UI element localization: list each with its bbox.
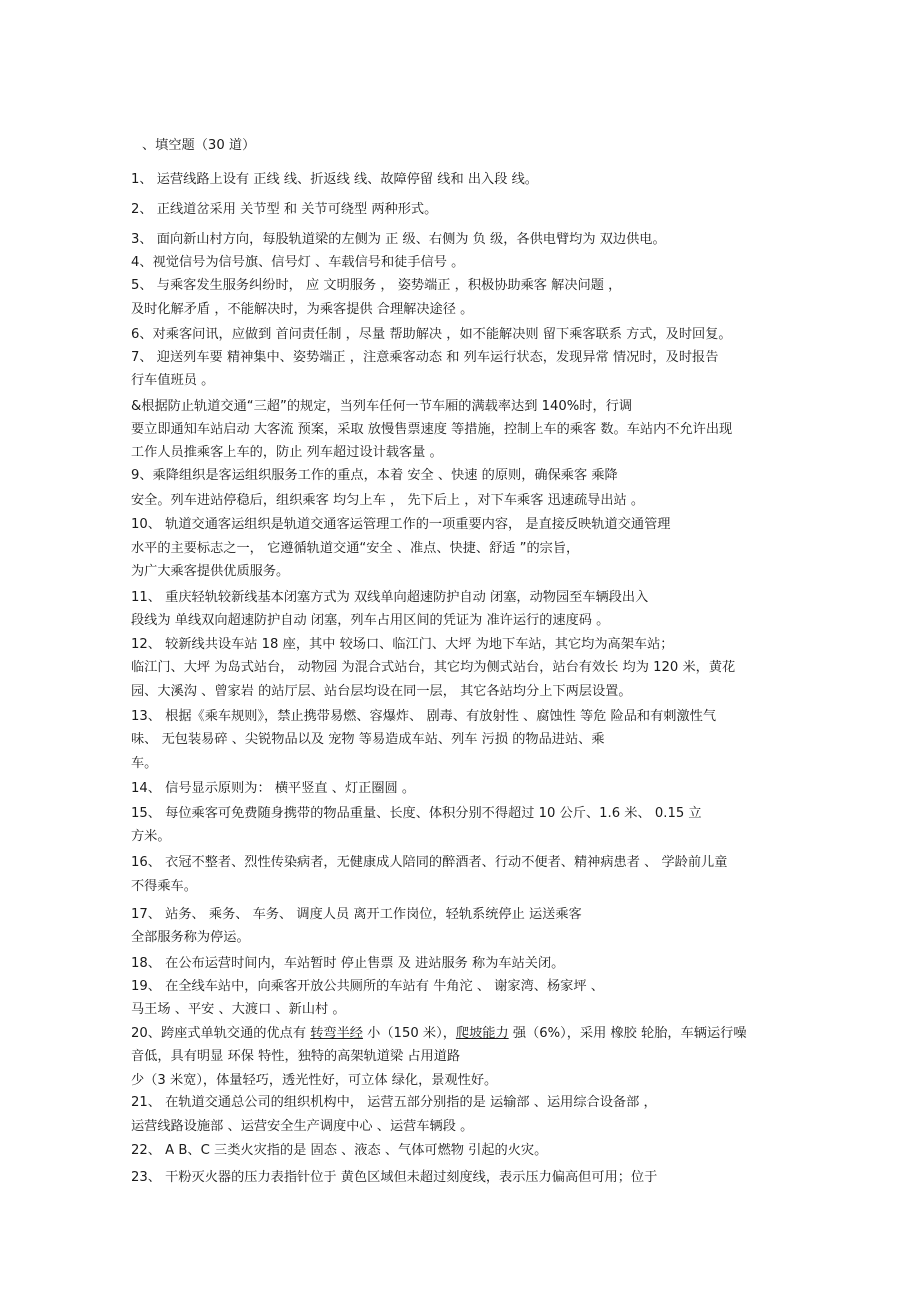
text-line: 不得乘车。 <box>131 879 197 894</box>
text-line: 19、 在全线车站中，向乘客开放公共厕所的车站有 牛角沱 、 谢家湾、杨家坪 、 <box>131 979 604 994</box>
text-line: 7、 迎送列车要 精神集中、姿势端正 ，注意乘客动态 和 列车运行状态，发现异常 情况时，及时报告 <box>131 350 719 365</box>
text-line: 少（3 米宽），体量轻巧，透光性好，可立体 绿化，景观性好。 <box>131 1073 498 1088</box>
text-line: 9、乘降组织是客运组织服务工作的重点，本着 安全 、快速 的原则，确保乘客 乘降 <box>131 468 618 483</box>
text-line: 音低，具有明显 环保 特性，独特的高架轨道梁 占用道路 <box>131 1049 461 1064</box>
text-line: 22、 A B、C 三类火灾指的是 固态 、液态 、气体可燃物 引起的火灾。 <box>131 1143 548 1158</box>
text-line: 行车值班员 。 <box>131 373 215 388</box>
text-line: 4、视觉信号为信号旗、信号灯 、车载信号和徒手信号 。 <box>131 255 465 270</box>
text-line: 园、大溪沟 、曾家岩 的站厅层、站台层均设在同一层， 其它各站均分上下两层设置。 <box>131 684 632 699</box>
text-line: 工作人员推乘客上车的，防止 列车超过设计载客量 。 <box>131 445 443 460</box>
text-line: 10、 轨道交通客运组织是轨道交通客运管理工作的一项重要内容， 是直接反映轨道交通管理 <box>131 517 671 532</box>
text-line: 味、 无包装易碎 、尖锐物品以及 宠物 等易造成车站、列车 污损 的物品进站、乘 <box>131 732 605 747</box>
text-line: 17、 站务、 乘务、 车务、 调度人员 离开工作岗位，轻轨系统停止 运送乘客 <box>131 907 582 922</box>
text-line: 1、 运营线路上设有 正线 线、折返线 线、故障停留 线和 出入段 线。 <box>131 172 538 187</box>
underlined-text: 爬坡能力 <box>455 1026 509 1041</box>
text-line: 18、 在公布运营时间内，车站暂时 停止售票 及 进站服务 称为车站关闭。 <box>131 956 565 971</box>
text-line: 14、 信号显示原则为： 横平竖直 、灯正圈圆 。 <box>131 781 416 796</box>
text-line: 2、 正线道岔采用 关节型 和 关节可绕型 两种形式。 <box>131 202 438 217</box>
text-line: 11、 重庆轻轨较新线基本闭塞方式为 双线单向超速防护自动 闭塞，动物园至车辆段出入 <box>131 590 649 605</box>
text-line: 20、跨座式单轨交通的优点有 转弯半经 小（150 米），爬坡能力 强（6%），采用 橡胶 轮胎，车辆运行噪 <box>131 1026 747 1041</box>
text-line: 12、 较新线共设车站 18 座，其中 较场口、临江门、大坪 为地下车站，其它均为高架车站； <box>131 637 674 652</box>
text-line: 21、 在轨道交通总公司的组织机构中， 运营五部分别指的是 运输部 、运用综合设备部 ， <box>131 1095 657 1110</box>
text-line: 13、 根据《乘车规则》，禁止携带易燃、容爆炸、 剧毒、有放射性 、腐蚀性 等危 险品和有刺激性气 <box>131 709 717 724</box>
text-line: 16、 衣冠不整者、烈性传染病者，无健康成人陪同的醉酒者、行动不便者、精神病患者 、 学龄前儿童 <box>131 855 728 870</box>
text-line: 运营线路设施部 、运营安全生产调度中心 、运营车辆段 。 <box>131 1119 474 1134</box>
text-line: 方米。 <box>131 829 171 844</box>
text-line: 为广大乘客提供优质服务。 <box>131 564 290 579</box>
text-line: 及时化解矛盾 ，不能解决时，为乘客提供 合理解决途径 。 <box>131 302 474 317</box>
text-line: 15、 每位乘客可免费随身携带的物品重量、长度、体积分别不得超过 10 公斤、1.6 米、 0.15 立 <box>131 806 702 821</box>
text-line: 马王场 、平安 、大渡口 、新山村 。 <box>131 1002 346 1017</box>
text-line: 5、 与乘客发生服务纠纷时， 应 文明服务 ， 姿势端正 ，积极协助乘客 解决问题 ， <box>131 278 622 293</box>
section-title: 、填空题（30 道） <box>142 138 256 153</box>
underlined-text: 转弯半经 <box>310 1026 363 1041</box>
text-line: 段线为 单线双向超速防护自动 闭塞，列车占用区间的凭证为 准许运行的速度码 。 <box>131 613 610 628</box>
text-line: 3、 面向新山村方向，每股轨道梁的左侧为 正 级、右侧为 负 级，各供电臂均为 双边供电。 <box>131 232 666 247</box>
text-line: 全部服务称为停运。 <box>131 930 250 945</box>
text-line: 23、 干粉灭火器的压力表指针位于 黄色区域但未超过刻度线，表示压力偏高但可用；位于 <box>131 1170 658 1185</box>
text-line: &根据防止轨道交通“三超”的规定，当列车任何一节车厢的满载率达到 140%时，行调 <box>131 399 633 414</box>
text-line: 安全。列车进站停稳后，组织乘客 均匀上车 ， 先下后上 ，对下车乘客 迅速疏导出站 。 <box>131 493 645 508</box>
text-line: 6、对乘客问讯，应做到 首问责任制 ，尽量 帮助解决 ，如不能解决则 留下乘客联系 方式，及时回复。 <box>131 327 732 342</box>
text-line: 车。 <box>131 756 158 771</box>
text-line: 水平的主要标志之一， 它遵循轨道交通“安全 、准点、快捷、舒适 ”的宗旨， <box>131 541 580 556</box>
text-line: 临江门、大坪 为岛式站台， 动物园 为混合式站台，其它均为侧式站台，站台有效长 均为 120 米，黄花 <box>131 660 736 675</box>
text-line: 要立即通知车站启动 大客流 预案，采取 放慢售票速度 等措施，控制上车的乘客 数。车站内不允许出现 <box>131 422 733 437</box>
